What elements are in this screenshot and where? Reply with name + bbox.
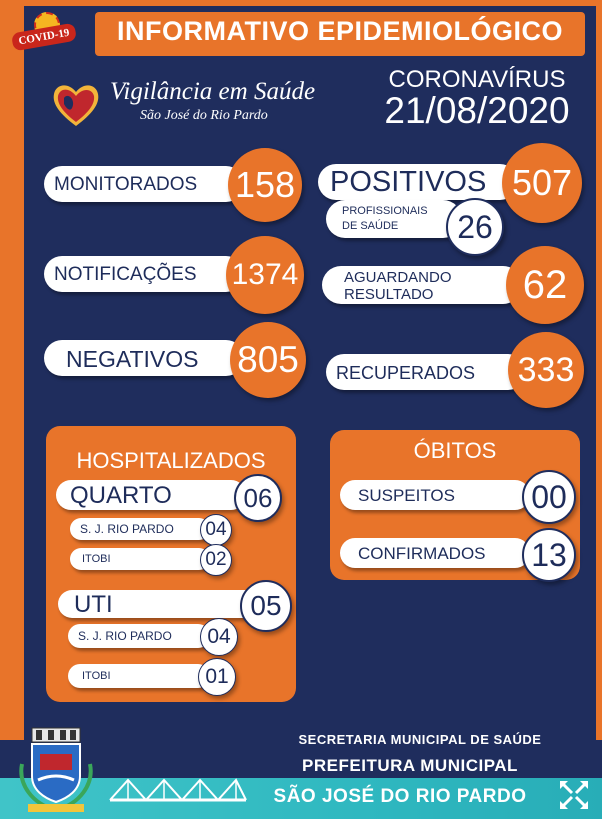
profissionais-label-1: PROFISSIONAIS [342, 205, 428, 217]
recuperados-value: 333 [508, 332, 584, 408]
suspeitos-label: SUSPEITOS [358, 486, 455, 505]
recuperados-pill [326, 354, 526, 390]
monitorados-label: MONITORADOS [54, 174, 198, 195]
city-crest-icon [18, 724, 94, 814]
covid-badge-label: COVID-19 [11, 23, 77, 52]
covid-badge [12, 18, 76, 48]
recuperados-label: RECUPERADOS [336, 363, 476, 383]
frame-right [596, 0, 602, 740]
footer-city: SÃO JOSÉ DO RIO PARDO [273, 786, 527, 807]
confirmados-pill [340, 538, 530, 568]
positivos-value: 507 [502, 143, 582, 223]
quarto-row-sjrp-value: 04 [200, 514, 232, 546]
quarto-row-itobi [70, 548, 210, 570]
quarto-row-itobi-value: 02 [200, 544, 232, 576]
aguardando-label-1: AGUARDANDO [344, 269, 452, 286]
quarto-pill [56, 480, 246, 510]
positivos-label: POSITIVOS [330, 166, 487, 198]
quarto-row-itobi-label: ITOBI [82, 553, 111, 565]
uti-pill [58, 590, 258, 618]
negativos-pill [44, 340, 244, 376]
heart-logo-icon [50, 78, 102, 130]
quarto-value: 06 [234, 474, 282, 522]
negativos-value: 805 [230, 322, 306, 398]
footer-prefeitura: PREFEITURA MUNICIPAL [302, 756, 518, 775]
frame-left [0, 0, 24, 740]
page-title: INFORMATIVO EPIDEMIOLÓGICO [116, 16, 563, 46]
uti-label: UTI [74, 591, 113, 618]
uti-row-sjrp-value: 04 [200, 618, 238, 656]
profissionais-value: 26 [446, 198, 504, 256]
notificacoes-value: 1374 [226, 236, 304, 314]
profissionais-label-2: DE SAÚDE [342, 220, 399, 232]
uti-row-itobi-value: 01 [198, 658, 236, 696]
notificacoes-label: NOTIFICAÇÕES [54, 264, 197, 285]
frame-top [0, 0, 602, 6]
positivos-pill [318, 164, 518, 200]
quarto-label: QUARTO [70, 482, 172, 509]
uti-value: 05 [240, 580, 292, 632]
confirmados-label: CONFIRMADOS [358, 544, 486, 563]
uti-row-sjrp [68, 624, 210, 648]
aguardando-label-2: RESULTADO [344, 286, 434, 303]
uti-row-sjrp-label: S. J. RIO PARDO [78, 629, 172, 643]
bridge-icon [108, 770, 248, 810]
quarto-row-sjrp [70, 518, 210, 540]
footer-secretaria: SECRETARIA MUNICIPAL DE SAÚDE [298, 732, 542, 747]
brand-subtitle: São José do Rio Pardo [140, 108, 268, 123]
suspeitos-pill [340, 480, 530, 510]
negativos-label: NEGATIVOS [66, 346, 199, 372]
confirmados-value: 13 [522, 528, 576, 582]
monitorados-value: 158 [228, 148, 302, 222]
monitorados-pill [44, 166, 244, 202]
uti-row-itobi [68, 664, 210, 688]
report-date: 21/08/2020 [384, 90, 570, 131]
hospitalizados-title: HOSPITALIZADOS [76, 448, 266, 473]
uti-row-itobi-label: ITOBI [82, 670, 111, 682]
topic-label: CORONAVÍRUS [388, 66, 566, 93]
quarto-row-sjrp-label: S. J. RIO PARDO [80, 522, 174, 536]
obitos-title: ÓBITOS [413, 438, 497, 463]
brand-title: Vigilância em Saúde [110, 78, 316, 105]
aguardando-pill [322, 266, 522, 304]
profissionais-pill [326, 200, 462, 238]
notificacoes-pill [44, 256, 244, 292]
suspeitos-value: 00 [522, 470, 576, 524]
aguardando-value: 62 [506, 246, 584, 324]
arrows-logo-icon [558, 779, 590, 811]
